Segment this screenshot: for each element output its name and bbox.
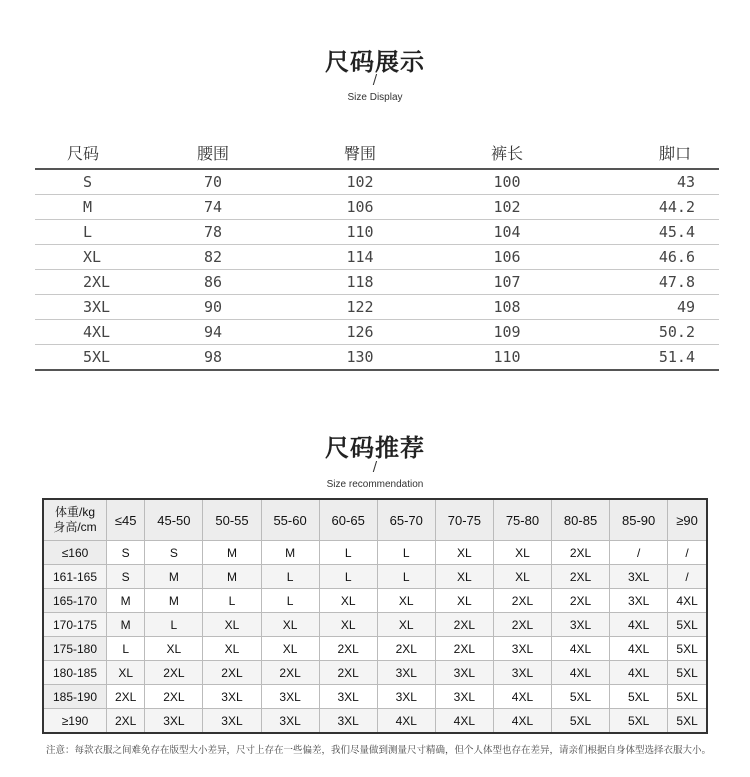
size-table-row bbox=[35, 270, 719, 295]
rec-size-cell: 5XL bbox=[552, 685, 610, 709]
size-table-row bbox=[35, 320, 719, 345]
rec-size-cell: 3XL bbox=[610, 589, 668, 613]
rec-size-cell: 4XL bbox=[377, 709, 435, 734]
rec-size-cell: 2XL bbox=[377, 637, 435, 661]
size-table-cell: 2XL bbox=[35, 270, 141, 295]
height-header: ≤160 bbox=[43, 541, 107, 565]
size-display-table bbox=[35, 136, 719, 371]
height-header: 170-175 bbox=[43, 613, 107, 637]
size-table-cell: 118 bbox=[285, 270, 435, 295]
size-table-cell: M bbox=[35, 195, 141, 220]
size-table-row bbox=[35, 169, 719, 195]
header-size: 尺码 bbox=[35, 136, 141, 169]
size-table-cell: 130 bbox=[285, 345, 435, 371]
size-table-cell: XL bbox=[35, 245, 141, 270]
rec-size-cell: S bbox=[107, 541, 145, 565]
rec-size-cell: 3XL bbox=[261, 685, 319, 709]
size-recommendation-table bbox=[42, 498, 708, 734]
rec-size-cell: XL bbox=[435, 589, 493, 613]
size-table-row bbox=[35, 245, 719, 270]
rec-size-cell: 5XL bbox=[552, 709, 610, 734]
rec-size-cell: XL bbox=[261, 613, 319, 637]
rec-size-cell: 2XL bbox=[552, 589, 610, 613]
size-table-cell: 126 bbox=[285, 320, 435, 345]
rec-size-cell: 3XL bbox=[319, 685, 377, 709]
size-table-cell: 108 bbox=[435, 295, 579, 320]
size-table-cell: 5XL bbox=[35, 345, 141, 371]
size-table-header-row bbox=[35, 136, 719, 169]
rec-size-cell: 5XL bbox=[668, 709, 707, 734]
corner-weight-label: 体重/kg bbox=[54, 505, 95, 519]
rec-size-cell: 3XL bbox=[435, 685, 493, 709]
size-table-cell: 104 bbox=[435, 220, 579, 245]
rec-size-cell: 4XL bbox=[493, 685, 551, 709]
rec-size-cell: 5XL bbox=[668, 685, 707, 709]
rec-size-cell: 2XL bbox=[319, 661, 377, 685]
rec-size-cell: 4XL bbox=[552, 637, 610, 661]
rec-size-cell: XL bbox=[203, 613, 261, 637]
size-table-cell: 106 bbox=[285, 195, 435, 220]
height-header: 180-185 bbox=[43, 661, 107, 685]
rec-size-cell: L bbox=[377, 565, 435, 589]
rec-size-cell: 4XL bbox=[435, 709, 493, 734]
rec-size-cell: 2XL bbox=[493, 589, 551, 613]
rec-table-row bbox=[43, 709, 707, 734]
rec-size-cell: XL bbox=[493, 541, 551, 565]
size-table-row bbox=[35, 195, 719, 220]
rec-size-cell: 2XL bbox=[435, 637, 493, 661]
rec-size-cell: L bbox=[145, 613, 203, 637]
rec-size-cell: L bbox=[261, 589, 319, 613]
rec-size-cell: M bbox=[203, 565, 261, 589]
rec-size-cell: 2XL bbox=[552, 541, 610, 565]
rec-size-cell: 3XL bbox=[377, 661, 435, 685]
size-table-row bbox=[35, 220, 719, 245]
rec-size-cell: XL bbox=[377, 589, 435, 613]
size-table-cell: 106 bbox=[435, 245, 579, 270]
rec-size-cell: 3XL bbox=[203, 709, 261, 734]
size-table-cell: 45.4 bbox=[579, 220, 719, 245]
size-table-cell: 98 bbox=[141, 345, 285, 371]
rec-size-cell: L bbox=[261, 565, 319, 589]
size-table-cell: 46.6 bbox=[579, 245, 719, 270]
size-table-cell: 50.2 bbox=[579, 320, 719, 345]
rec-size-cell: XL bbox=[435, 565, 493, 589]
weight-header: 75-80 bbox=[493, 499, 551, 541]
rec-size-cell: XL bbox=[145, 637, 203, 661]
rec-table-corner bbox=[43, 499, 107, 541]
height-header: 161-165 bbox=[43, 565, 107, 589]
size-table-cell: 3XL bbox=[35, 295, 141, 320]
size-table-cell: 102 bbox=[435, 195, 579, 220]
rec-size-cell: S bbox=[145, 541, 203, 565]
size-table-cell: 44.2 bbox=[579, 195, 719, 220]
size-table-cell: 100 bbox=[435, 169, 579, 195]
height-header: ≥190 bbox=[43, 709, 107, 734]
weight-header: 80-85 bbox=[552, 499, 610, 541]
rec-size-cell: M bbox=[145, 565, 203, 589]
rec-table-row bbox=[43, 661, 707, 685]
size-table-cell: 51.4 bbox=[579, 345, 719, 371]
rec-size-cell: 3XL bbox=[493, 661, 551, 685]
size-table-row bbox=[35, 345, 719, 371]
rec-size-cell: 4XL bbox=[552, 661, 610, 685]
rec-size-cell: 2XL bbox=[107, 709, 145, 734]
header-length: 裤长 bbox=[435, 136, 579, 169]
size-table-cell: 74 bbox=[141, 195, 285, 220]
weight-header: 50-55 bbox=[203, 499, 261, 541]
rec-size-cell: 3XL bbox=[319, 709, 377, 734]
rec-size-cell: XL bbox=[107, 661, 145, 685]
size-table-cell: 47.8 bbox=[579, 270, 719, 295]
rec-size-cell: 4XL bbox=[493, 709, 551, 734]
rec-table-row bbox=[43, 589, 707, 613]
size-table-cell: 114 bbox=[285, 245, 435, 270]
size-table-cell: 70 bbox=[141, 169, 285, 195]
rec-size-cell: L bbox=[107, 637, 145, 661]
rec-size-cell: L bbox=[319, 541, 377, 565]
rec-size-cell: 2XL bbox=[145, 661, 203, 685]
weight-header: 55-60 bbox=[261, 499, 319, 541]
rec-size-cell: XL bbox=[377, 613, 435, 637]
rec-size-cell: 2XL bbox=[493, 613, 551, 637]
rec-size-cell: 3XL bbox=[261, 709, 319, 734]
rec-size-cell: 3XL bbox=[203, 685, 261, 709]
size-table-row bbox=[35, 295, 719, 320]
height-header: 185-190 bbox=[43, 685, 107, 709]
rec-size-cell: / bbox=[610, 541, 668, 565]
rec-size-cell: 3XL bbox=[552, 613, 610, 637]
rec-size-cell: XL bbox=[435, 541, 493, 565]
rec-size-cell: L bbox=[319, 565, 377, 589]
size-table-cell: 4XL bbox=[35, 320, 141, 345]
rec-table-row bbox=[43, 637, 707, 661]
rec-size-cell: 4XL bbox=[610, 661, 668, 685]
rec-size-cell: XL bbox=[493, 565, 551, 589]
size-table-cell: 86 bbox=[141, 270, 285, 295]
weight-header: 65-70 bbox=[377, 499, 435, 541]
rec-size-cell: / bbox=[668, 541, 707, 565]
rec-size-cell: 4XL bbox=[610, 613, 668, 637]
size-table-cell: 82 bbox=[141, 245, 285, 270]
rec-size-cell: L bbox=[203, 589, 261, 613]
header-waist: 腰围 bbox=[141, 136, 285, 169]
size-table-body bbox=[35, 169, 719, 370]
rec-size-cell: 3XL bbox=[377, 685, 435, 709]
rec-size-cell: M bbox=[261, 541, 319, 565]
rec-size-cell: M bbox=[107, 613, 145, 637]
size-table-cell: 78 bbox=[141, 220, 285, 245]
rec-table-header-row bbox=[43, 499, 707, 541]
size-display-slash: / bbox=[372, 73, 378, 88]
height-header: 165-170 bbox=[43, 589, 107, 613]
size-recommendation-title: 尺码推荐 bbox=[325, 434, 425, 462]
rec-size-cell: 2XL bbox=[203, 661, 261, 685]
size-table-cell: 94 bbox=[141, 320, 285, 345]
weight-header: 60-65 bbox=[319, 499, 377, 541]
rec-size-cell: 3XL bbox=[493, 637, 551, 661]
rec-table-body bbox=[43, 541, 707, 734]
rec-size-cell: 4XL bbox=[668, 589, 707, 613]
rec-size-cell: 5XL bbox=[610, 709, 668, 734]
size-recommendation-subtitle: Size recommendation bbox=[326, 479, 424, 490]
rec-size-cell: 5XL bbox=[668, 613, 707, 637]
rec-size-cell: 2XL bbox=[552, 565, 610, 589]
size-table-cell: 43 bbox=[579, 169, 719, 195]
rec-size-cell: XL bbox=[319, 589, 377, 613]
corner-height-label: 身高/cm bbox=[53, 520, 97, 534]
size-table-cell: 110 bbox=[285, 220, 435, 245]
weight-header: ≤45 bbox=[107, 499, 145, 541]
rec-size-cell: 5XL bbox=[610, 685, 668, 709]
size-table-cell: 102 bbox=[285, 169, 435, 195]
rec-size-cell: L bbox=[377, 541, 435, 565]
rec-size-cell: XL bbox=[203, 637, 261, 661]
weight-header: 45-50 bbox=[145, 499, 203, 541]
rec-size-cell: M bbox=[203, 541, 261, 565]
rec-size-cell: 2XL bbox=[261, 661, 319, 685]
rec-size-cell: 3XL bbox=[435, 661, 493, 685]
rec-size-cell: M bbox=[145, 589, 203, 613]
size-display-subtitle: Size Display bbox=[347, 92, 403, 103]
weight-header: 85-90 bbox=[610, 499, 668, 541]
rec-size-cell: 5XL bbox=[668, 661, 707, 685]
rec-size-cell: / bbox=[668, 565, 707, 589]
header-leg-opening: 脚口 bbox=[579, 136, 719, 169]
rec-size-cell: 3XL bbox=[610, 565, 668, 589]
size-table-cell: 122 bbox=[285, 295, 435, 320]
size-recommendation-slash: / bbox=[372, 460, 378, 475]
weight-header: ≥90 bbox=[668, 499, 707, 541]
rec-size-cell: 4XL bbox=[610, 637, 668, 661]
size-table-cell: 107 bbox=[435, 270, 579, 295]
rec-size-cell: XL bbox=[319, 613, 377, 637]
rec-size-cell: S bbox=[107, 565, 145, 589]
rec-size-cell: 2XL bbox=[145, 685, 203, 709]
rec-table-row bbox=[43, 565, 707, 589]
size-table-cell: 109 bbox=[435, 320, 579, 345]
size-table-cell: 49 bbox=[579, 295, 719, 320]
size-display-title: 尺码展示 bbox=[325, 48, 425, 76]
rec-size-cell: 2XL bbox=[435, 613, 493, 637]
rec-table-row bbox=[43, 541, 707, 565]
rec-size-cell: 3XL bbox=[145, 709, 203, 734]
rec-size-cell: XL bbox=[261, 637, 319, 661]
header-hip: 臀围 bbox=[285, 136, 435, 169]
size-note: 注意：每款衣服之间难免存在版型大小差异，尺寸上存在一些偏差，我们尽量做到测量尺寸精确，但个人体型也存在差异，请亲们根据自身体型选择衣服大小。 bbox=[46, 745, 712, 756]
height-header: 175-180 bbox=[43, 637, 107, 661]
size-table-cell: 110 bbox=[435, 345, 579, 371]
rec-size-cell: 5XL bbox=[668, 637, 707, 661]
weight-header: 70-75 bbox=[435, 499, 493, 541]
rec-size-cell: 2XL bbox=[107, 685, 145, 709]
rec-table-row bbox=[43, 685, 707, 709]
rec-size-cell: M bbox=[107, 589, 145, 613]
size-table-cell: L bbox=[35, 220, 141, 245]
rec-table-row bbox=[43, 613, 707, 637]
rec-size-cell: 2XL bbox=[319, 637, 377, 661]
size-table-cell: 90 bbox=[141, 295, 285, 320]
size-table-cell: S bbox=[35, 169, 141, 195]
